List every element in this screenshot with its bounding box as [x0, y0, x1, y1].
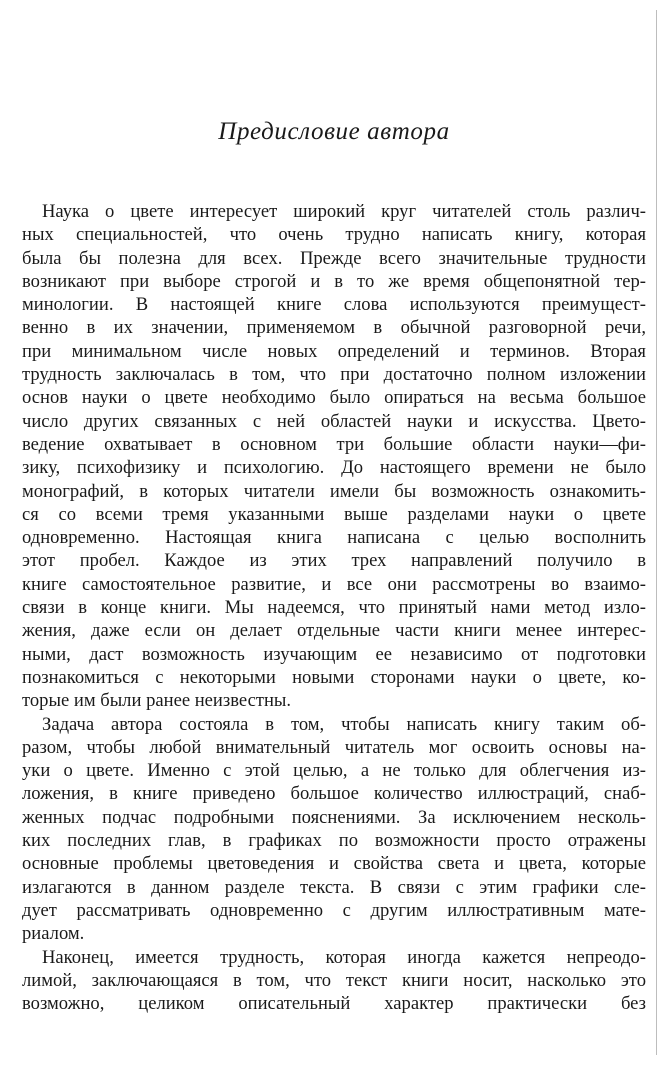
text-line: познакомиться с некоторыми новыми сторонами науки о цвете, ко- [22, 666, 646, 688]
text-line: женных подчас подробными пояснениями. За исключением несколь- [22, 806, 646, 828]
text-line: торые им были ранее неизвестны. [22, 690, 292, 712]
text-line: уки о цвете. Именно с этой целью, а не только для облегчения из- [22, 760, 646, 782]
text-line: лимой, заключающаяся в том, что текст книги носит, насколько это [22, 969, 646, 991]
text-line: основные проблемы цветоведения и свойства света и цвета, которые [22, 853, 646, 875]
text-line: книге самостоятельное развитие, и все они рассмотрены во взаимо- [22, 573, 646, 595]
text-line: венно в их значении, применяемом в обычной разговорной речи, [22, 317, 646, 339]
text-line: связи в конце книги. Мы надеемся, что принятый нами метод изло- [22, 597, 646, 619]
text-line: ных специальностей, что очень трудно написать книгу, которая [22, 224, 646, 246]
text-line: излагаются в данном разделе текста. В связи с этим графики сле- [22, 876, 646, 898]
page-edge-line [656, 10, 657, 1055]
text-line: разом, чтобы любой внимательный читатель мог освоить основы на- [22, 736, 646, 758]
text-line: одновременно. Настоящая книга написана с целью восполнить [22, 527, 646, 549]
text-line: ложения, в книге приведено большое количество иллюстраций, снаб- [22, 783, 646, 805]
text-line: была бы полезна для всех. Прежде всего значительные трудности [22, 247, 646, 269]
text-line: ся со всеми тремя указанными выше разделами науки о цвете [22, 503, 646, 525]
text-line: Наконец, имеется трудность, которая иногда кажется непреодо- [42, 946, 646, 968]
text-line: этот пробел. Каждое из этих трех направлений получило в [22, 550, 646, 572]
text-line: трудность заключалась в том, что при достаточно полном изложении [22, 364, 646, 386]
text-line: при минимальном числе новых определений и терминов. Вторая [22, 340, 646, 362]
text-line: жения, даже если он делает отдельные части книги менее интерес- [22, 620, 646, 642]
text-line: основ науки о цвете необходимо было опираться на весьма большое [22, 387, 646, 409]
text-line: число других связанных с ней областей науки и искусства. Цвето- [22, 410, 646, 432]
text-line: возможно, целиком описательный характер практически без [22, 993, 646, 1015]
page [22, 0, 646, 1068]
body-text [22, 200, 646, 1015]
text-line: ными, даст возможность изучающим ее независимо от подготовки [22, 643, 646, 665]
text-line: риалом. [22, 923, 85, 945]
text-line: Наука о цвете интересует широкий круг читателей столь различ- [42, 201, 646, 222]
text-line: ведение охватывает в основном три большие области науки—фи- [22, 433, 646, 455]
text-line: зику, психофизику и психологию. До настоящего времени не было [22, 457, 646, 479]
text-line: ких последних глав, в графиках по возможности просто отражены [22, 830, 646, 852]
text-line: дует рассматривать одновременно с другим иллюстративным мате- [22, 899, 646, 921]
text-line: минологии. В настоящей книге слова используются преимущест- [22, 294, 646, 316]
text-line: монографий, в которых читатели имели бы возможность ознакомить- [22, 480, 646, 502]
text-line: Задача автора состояла в том, чтобы написать книгу таким об- [42, 713, 646, 735]
page-title: Предисловие автора [218, 118, 450, 145]
text-line: возникают при выборе строгой и в то же время общепонятной тер- [22, 270, 646, 292]
